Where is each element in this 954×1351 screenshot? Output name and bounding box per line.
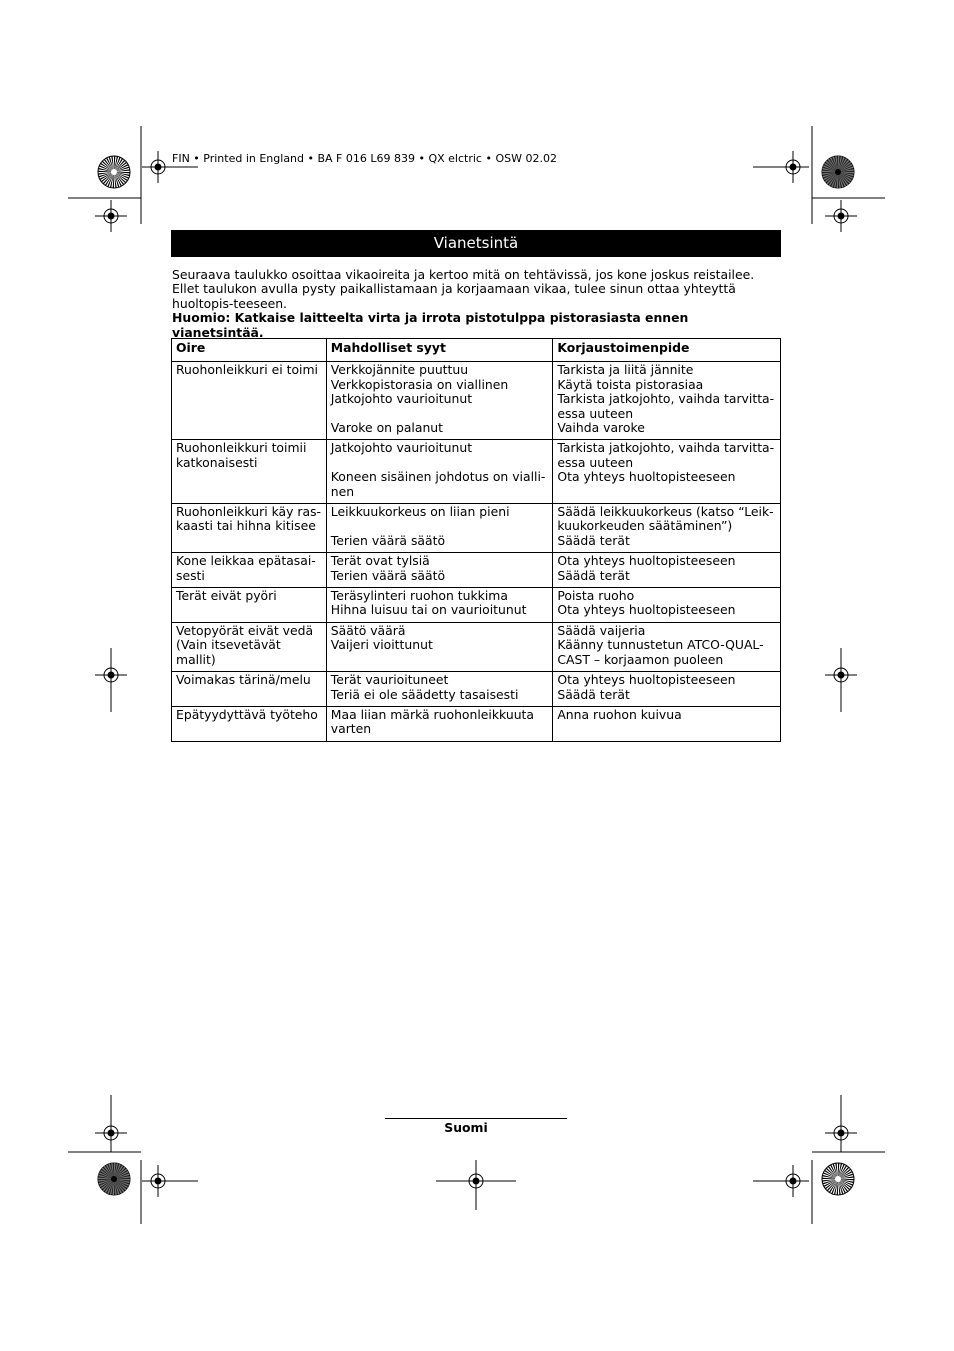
cell-line: Voimakas tärinä/melu: [176, 672, 311, 688]
cell-line: Jatkojohto vaurioitunut: [330, 440, 473, 456]
symptom-cell: [172, 362, 327, 440]
footer-language: Suomi: [444, 1120, 488, 1135]
table-row: [172, 553, 781, 588]
cell-line: Anna ruohon kuivua: [557, 706, 682, 722]
cell-line: Terien väärä säätö: [330, 532, 446, 548]
table-row: [172, 706, 781, 741]
table-row: [172, 622, 781, 671]
cell-line: Ruohonleikkuri käy ras-kaasti tai hihna kitisee: [176, 504, 322, 534]
print-info-line: FIN • Printed in England • BA F 016 L69 839 • QX elctric • OSW 02.02: [172, 152, 557, 165]
cell-line: Tarkista jatkojohto, vaihda tarvitta-essa uuteen: [557, 391, 775, 421]
cell-line: Teriä ei ole säädetty tasaisesti: [330, 686, 519, 702]
cell-line: [331, 456, 549, 470]
causes-cell: [326, 553, 553, 588]
cell-line: Verkkojännite puuttuu: [330, 362, 469, 378]
cell-line: Koneen sisäinen johdotus on vialli-nen: [330, 469, 546, 499]
cell-line: Terät ovat tylsiä: [330, 553, 430, 569]
table-body: [172, 362, 781, 741]
remedy-cell: [553, 672, 781, 707]
cell-line: Ruohonleikkuri ei toimi: [176, 362, 318, 378]
header-causes: Mahdolliset syyt: [326, 339, 553, 362]
remedy-cell: [553, 588, 781, 623]
cell-line: (Vain itsevetävät mallit): [176, 637, 281, 667]
causes-cell: [326, 672, 553, 707]
intro-text: Seuraava taulukko osoittaa vikaoireita ja kertoo mitä on tehtävissä, jos kone joskus reistailee. Ellet taulukon avulla pysty paikallistamaan ja korjaamaan vikaa, tulee sinun ottaa yhteyttä huoltopis-teeseen.: [172, 267, 755, 311]
symptom-cell: [172, 440, 327, 504]
causes-cell: [326, 622, 553, 671]
cell-line: Hihna luisuu tai on vaurioitunut: [330, 602, 527, 618]
cell-line: Ota yhteys huoltopisteeseen: [557, 553, 736, 569]
table-row: [172, 504, 781, 553]
section-title: Vianetsintä: [171, 230, 781, 257]
cell-line: Varoke on palanut: [330, 420, 444, 436]
table-row: [172, 362, 781, 440]
cell-line: Epätyydyttävä työteho: [176, 706, 318, 722]
cell-line: Terät eivät pyöri: [176, 588, 277, 604]
remedy-cell: [553, 553, 781, 588]
symptom-cell: [172, 706, 327, 741]
causes-cell: [326, 706, 553, 741]
symptom-cell: [172, 672, 327, 707]
remedy-cell: [553, 440, 781, 504]
safety-note: Huomio: Katkaise laitteelta virta ja irrota pistotulppa pistorasiasta ennen vianetsintää.: [172, 310, 689, 340]
causes-cell: [326, 504, 553, 553]
cell-line: Säätö väärä: [330, 622, 406, 638]
cell-line: Säädä vaijeria: [557, 622, 646, 638]
remedy-cell: [553, 622, 781, 671]
table-row: [172, 440, 781, 504]
cell-line: Jatkojohto vaurioitunut: [330, 391, 473, 407]
symptom-cell: [172, 622, 327, 671]
cell-line: Säädä terät: [557, 532, 630, 548]
footer-rule: [385, 1118, 567, 1119]
troubleshooting-table: [171, 338, 781, 742]
intro-block: [172, 268, 782, 340]
causes-cell: [326, 440, 553, 504]
remedy-cell: [553, 362, 781, 440]
cell-line: Maa liian märkä ruohonleikkuuta varten: [330, 706, 535, 737]
cell-line: Terät vaurioituneet: [330, 672, 449, 688]
cell-line: Säädä terät: [557, 686, 630, 702]
header-symptom: Oire: [172, 339, 327, 362]
cell-line: Vaijeri vioittunut: [330, 637, 433, 653]
cell-line: Vetopyörät eivät vedä: [176, 622, 314, 638]
remedy-cell: [553, 706, 781, 741]
causes-cell: [326, 588, 553, 623]
cell-line: Ota yhteys huoltopisteeseen: [557, 672, 736, 688]
cell-line: Tarkista ja liitä jännite: [557, 362, 694, 378]
cell-line: Tarkista jatkojohto, vaihda tarvitta-essa uuteen: [557, 440, 775, 470]
table-row: [172, 588, 781, 623]
symptom-cell: [172, 588, 327, 623]
cell-line: Leikkuukorkeus on liian pieni: [330, 504, 510, 520]
cell-line: Ota yhteys huoltopisteeseen: [557, 469, 736, 485]
cell-line: Ruohonleikkuri toimii katkonaisesti: [176, 440, 307, 470]
cell-line: Käänny tunnustetun ATCO-QUAL-CAST – korjaamon puoleen: [557, 637, 764, 667]
cell-line: Terien väärä säätö: [330, 567, 446, 583]
cell-line: Säädä terät: [557, 567, 630, 583]
table-row: [172, 672, 781, 707]
cell-line: Verkkopistorasia on viallinen: [330, 376, 509, 392]
cell-line: Teräsylinteri ruohon tukkima: [330, 588, 508, 604]
symptom-cell: [172, 553, 327, 588]
cell-line: Poista ruoho: [557, 588, 635, 604]
cell-line: Säädä leikkuukorkeus (katso “Leik-kuukorkeuden säätäminen”): [557, 504, 774, 534]
header-remedy: Korjaustoimenpide: [553, 339, 781, 362]
cell-line: Käytä toista pistorasiaa: [557, 376, 704, 392]
cell-line: Ota yhteys huoltopisteeseen: [557, 602, 736, 618]
symptom-cell: [172, 504, 327, 553]
cell-line: Kone leikkaa epätasai-sesti: [176, 553, 316, 583]
cell-line: Vaihda varoke: [557, 420, 645, 436]
causes-cell: [326, 362, 553, 440]
cell-line: [331, 407, 549, 421]
cell-line: [331, 519, 549, 533]
remedy-cell: [553, 504, 781, 553]
table-header-row: [172, 339, 781, 362]
